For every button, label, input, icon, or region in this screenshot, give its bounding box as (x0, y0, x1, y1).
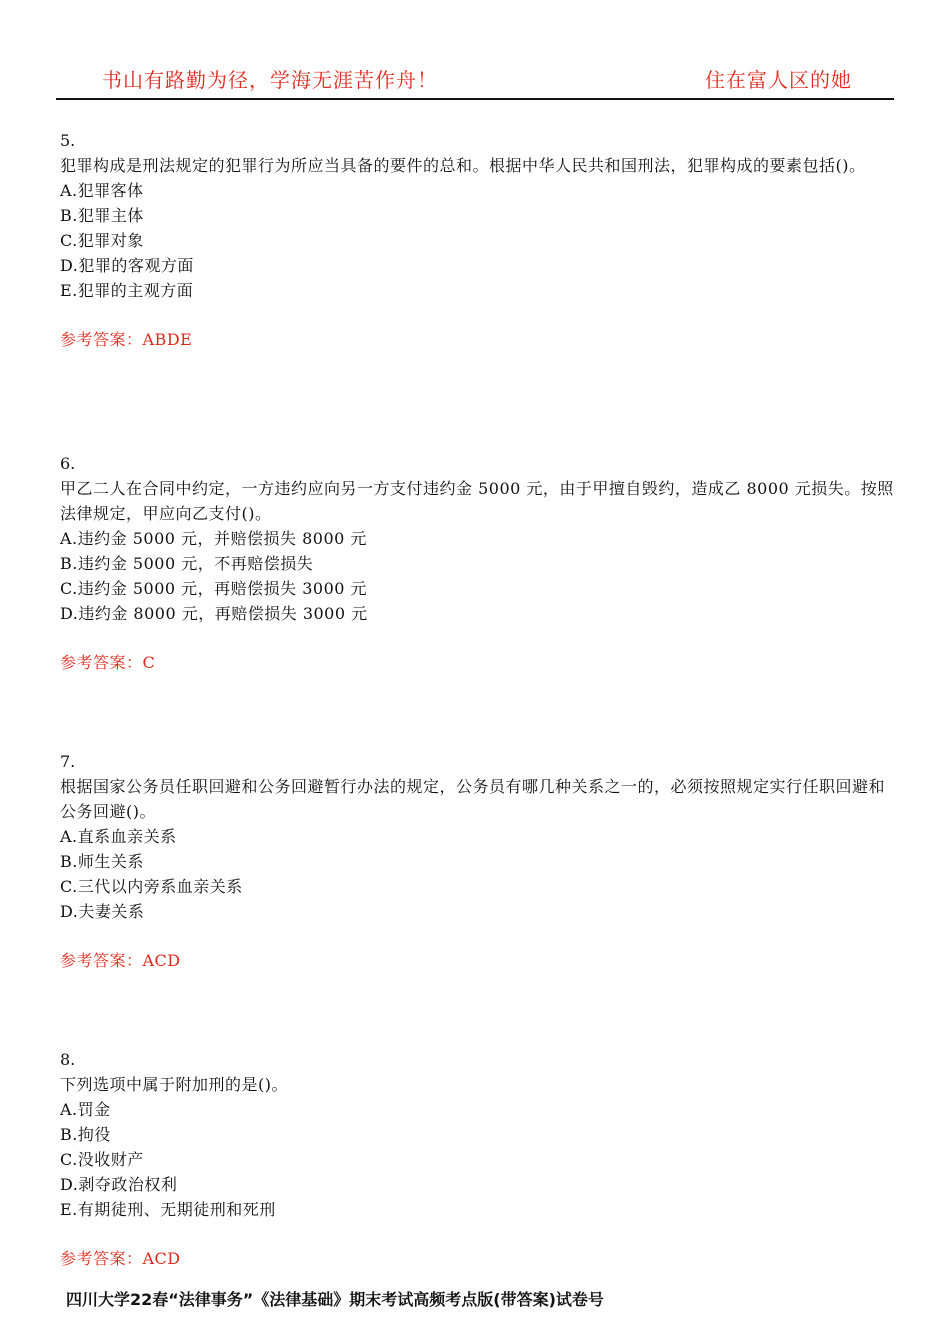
option-b: B.违约金 5000 元，不再赔偿损失 (60, 554, 314, 573)
option-e: E.犯罪的主观方面 (60, 281, 194, 300)
option-a: A.犯罪客体 (60, 181, 144, 200)
question-5 (60, 128, 894, 352)
option-d: D.犯罪的客观方面 (60, 256, 194, 275)
question-stem: 甲乙二人在合同中约定，一方违约应向另一方支付违约金 5000 元，由于甲擅自毁约，造成乙 8000 元损失。按照法律规定，甲应向乙支付()。 (60, 479, 894, 523)
question-6 (60, 451, 894, 675)
header-motto: 书山有路勤为径，学海无涯苦作舟！ (102, 68, 438, 92)
question-stem: 犯罪构成是刑法规定的犯罪行为所应当具备的要件的总和。根据中华人民共和国刑法，犯罪构成的要素包括()。 (60, 156, 866, 175)
reference-answer: 参考答案：ACD (60, 1249, 181, 1268)
page-header (56, 62, 894, 98)
question-7 (60, 749, 894, 973)
option-b: B.师生关系 (60, 852, 144, 871)
option-b: B.犯罪主体 (60, 206, 144, 225)
question-number: 8. (60, 1050, 76, 1069)
header-divider (56, 98, 894, 100)
question-number: 5. (60, 131, 76, 150)
question-stem: 下列选项中属于附加刑的是()。 (60, 1075, 288, 1094)
option-d: D.剥夺政治权利 (60, 1175, 178, 1194)
reference-answer: 参考答案：ABDE (60, 330, 193, 349)
question-8 (60, 1047, 894, 1271)
option-a: A.罚金 (60, 1100, 111, 1119)
question-number: 7. (60, 752, 76, 771)
reference-answer: 参考答案：C (60, 653, 156, 672)
document-footer-title: 四川大学22春“法律事务”《法律基础》期末考试高频考点版(带答案)试卷号 (66, 1290, 604, 1309)
question-number: 6. (60, 454, 76, 473)
option-d: D.夫妻关系 (60, 902, 145, 921)
question-stem: 根据国家公务员任职回避和公务回避暂行办法的规定，公务员有哪几种关系之一的，必须按照规定实行任职回避和公务回避()。 (60, 777, 886, 821)
option-e: E.有期徒刑、无期徒刑和死刑 (60, 1200, 276, 1219)
option-c: C.犯罪对象 (60, 231, 144, 250)
option-c: C.三代以内旁系血亲关系 (60, 877, 243, 896)
header-author: 住在富人区的她 (705, 68, 852, 92)
option-c: C.违约金 5000 元，再赔偿损失 3000 元 (60, 579, 368, 598)
option-d: D.违约金 8000 元，再赔偿损失 3000 元 (60, 604, 368, 623)
option-c: C.没收财产 (60, 1150, 144, 1169)
option-b: B.拘役 (60, 1125, 111, 1144)
option-a: A.违约金 5000 元，并赔偿损失 8000 元 (60, 529, 367, 548)
reference-answer: 参考答案：ACD (60, 951, 181, 970)
option-a: A.直系血亲关系 (60, 827, 177, 846)
